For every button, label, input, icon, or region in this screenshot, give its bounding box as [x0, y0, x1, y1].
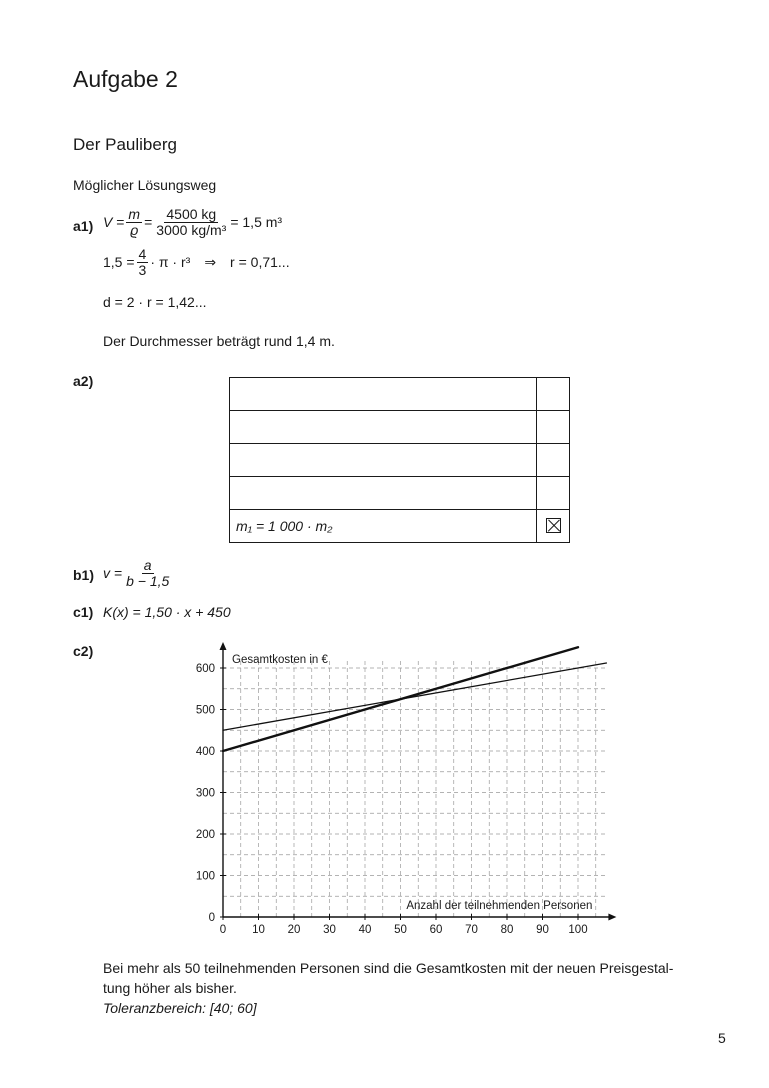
choice-checkbox[interactable] — [537, 477, 570, 510]
a1-equation-3: d = 2 · r = 1,42... — [103, 294, 207, 310]
c1-cost-function: K(x) = 1,50 · x + 450 — [103, 604, 231, 620]
page-title: Aufgabe 2 — [73, 66, 178, 92]
choice-row-correct — [230, 510, 570, 543]
checked-checkbox[interactable] — [537, 510, 570, 543]
x-tick-label: 40 — [358, 924, 372, 936]
correct-answer-text: m₁ = 1 000 · m₂ — [230, 510, 537, 543]
x-axis-label: Anzahl der teilnehmenden Personen — [406, 900, 593, 912]
choice-row — [230, 411, 570, 444]
c2-tolerance: Toleranzbereich: [40; 60] — [103, 1000, 257, 1016]
y-tick-label: 600 — [195, 663, 215, 675]
label-c2: c2) — [73, 643, 94, 659]
choice-checkbox[interactable] — [537, 444, 570, 477]
y-tick-label: 0 — [208, 912, 215, 924]
label-c1: c1) — [73, 604, 94, 620]
page-number: 5 — [718, 1030, 726, 1046]
fraction-four-thirds: $\frac{4}{3}$ — [138, 246, 147, 278]
label-b1: b1) — [73, 567, 94, 583]
choice-checkbox[interactable] — [537, 411, 570, 444]
x-tick-label: 30 — [323, 924, 336, 936]
y-tick-label: 500 — [195, 704, 215, 717]
a1-equation-1: V = $\frac{m}{ϱ}$ = $\frac{4500 kg}{\text{3000 kg/m³}}$ = 1,5 m³ — [103, 206, 283, 238]
chart-grid — [223, 660, 606, 917]
y-tick-label: 200 — [195, 829, 215, 841]
cost-chart — [180, 640, 620, 940]
x-tick-label: 0 — [219, 924, 227, 936]
x-tick-label: 70 — [465, 924, 478, 936]
x-axis-arrow-icon — [608, 914, 616, 921]
y-axis-arrow-icon — [220, 642, 227, 650]
x-tick-label: 20 — [287, 924, 301, 936]
b1-equation: v = $\frac{a}{b - 1,5}$ — [103, 557, 170, 589]
fraction-m-rho: $\frac{m}{ϱ}$ — [128, 206, 141, 238]
x-tick-label: 50 — [394, 924, 407, 936]
task-subtitle: Der Pauliberg — [73, 135, 177, 154]
label-a2: a2) — [73, 373, 94, 389]
choice-row — [230, 444, 570, 477]
x-tick-label: 90 — [536, 924, 549, 936]
fraction-a-over-b: $\frac{a}{b - 1,5}$ — [126, 557, 170, 589]
y-tick-label: 300 — [195, 787, 215, 800]
y-tick-label: 100 — [195, 870, 215, 883]
fraction-mass-density: $\frac{4500 kg}{\text{3000 kg/m³}}$ — [156, 206, 227, 238]
y-tick-label: 400 — [195, 746, 215, 758]
choice-row — [230, 378, 570, 411]
y-axis-label: Gesamtkosten in € — [232, 654, 328, 666]
choice-row — [230, 477, 570, 510]
multiple-choice-table — [229, 377, 570, 543]
c2-answer-line-1: Bei mehr als 50 teilnehmenden Personen sind die Gesamtkosten mit der neuen Preisgestal- — [103, 960, 674, 976]
choice-checkbox[interactable] — [537, 378, 570, 411]
x-tick-label: 100 — [568, 924, 588, 936]
series-line-2 — [223, 663, 606, 730]
chart-ticks — [196, 663, 588, 936]
a1-equation-2: 1,5 = $\frac{4}{3}$ · π · r³ ⇒ r = 0,71... — [103, 246, 290, 278]
x-tick-label: 60 — [429, 924, 443, 936]
crossed-box-icon — [546, 518, 561, 533]
label-a1: a1) — [73, 218, 94, 234]
x-tick-label: 80 — [500, 924, 514, 936]
volume-symbol: V — [103, 214, 113, 231]
section-heading: Möglicher Lösungsweg — [73, 177, 217, 193]
x-tick-label: 10 — [252, 924, 265, 936]
a1-conclusion: Der Durchmesser beträgt rund 1,4 m. — [103, 333, 335, 349]
implies-arrow: ⇒ — [204, 253, 217, 270]
c2-answer-line-2: tung höher als bisher. — [103, 980, 237, 996]
